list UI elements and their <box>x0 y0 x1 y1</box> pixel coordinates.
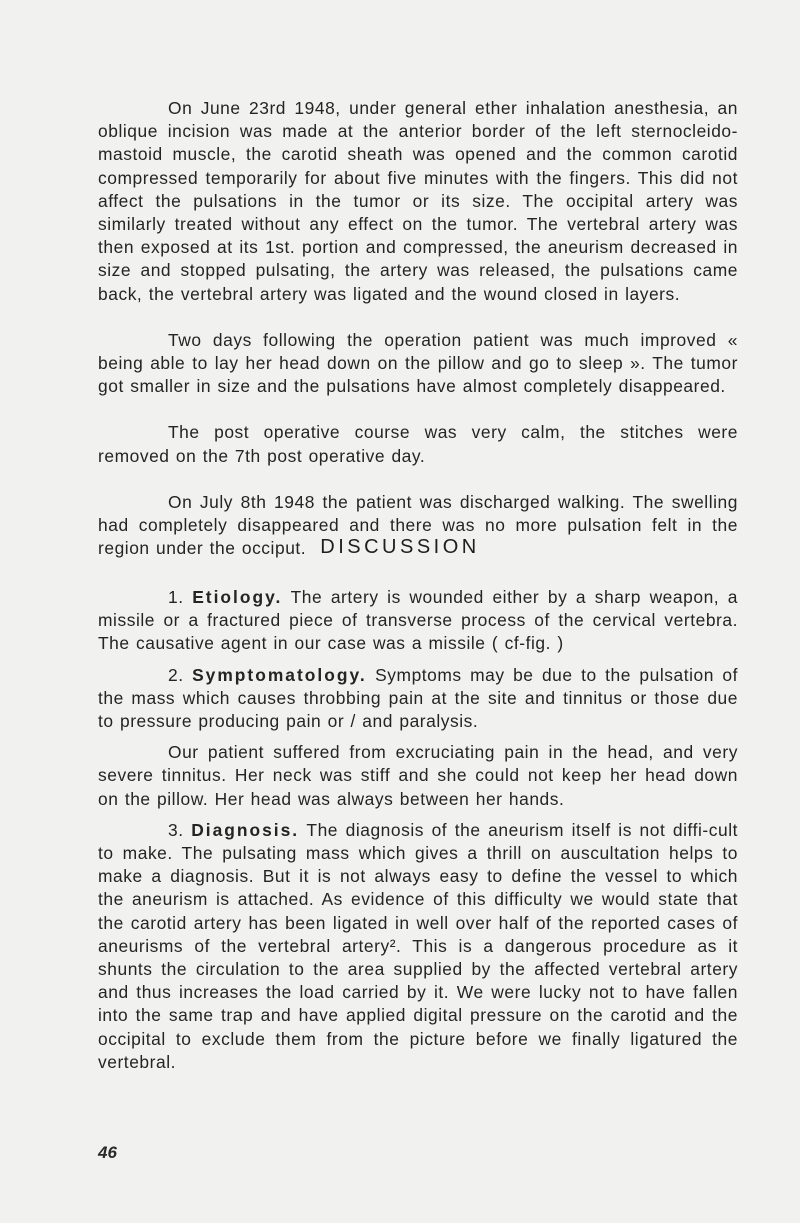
paragraph-symptomatology <box>98 664 738 734</box>
discussion-section <box>98 586 738 1074</box>
paragraph-diagnosis <box>98 819 738 1074</box>
paragraph-course: The post operative course was very calm, the stitches were removed on the 7th post operative day. <box>98 422 738 466</box>
subheading-symptomatology: Symptomatology. <box>192 664 367 685</box>
item-number: 1. <box>168 587 184 607</box>
paragraph-operation: On June 23rd 1948, under general ether inhalation anesthesia, an oblique incision was made at the anterior border of the left sternocleido-mastoid muscle, the carotid sheath was opened and the common carotid compressed temporarily for about five minutes with the fingers. This did not affect the pulsations in the tumor or its size. The occipital artery was similarly treated without any effect on the tumor. The vertebral artery was then exposed at its 1st. portion and compressed, the aneurism decreased in size and stopped pulsating, the artery was released, the pulsations came back, the vertebral artery was ligated and the wound closed in layers. <box>98 98 738 304</box>
diagnosis-text: The diagnosis of the aneurism itself is not diffi-cult to make. The pulsating mass which gives a thrill on auscultation helps to make a diagnosis. But it is not always easy to define the vessel to which the aneurism is attached. As evidence of this difficulty we would state that the carotid artery has been ligated in well over half of the reported cases of aneurisms of the vertebral artery². This is a dangerous procedure as it shunts the circulation to the area supplied by the affected vertebral artery and thus increases the load carried by it. We were lucky not to have fallen into the same trap and have applied digital pressure on the carotid and the occipital to exclude them from the picture before we finally ligatured the vertebral. <box>98 819 738 1072</box>
paragraph-etiology <box>98 586 738 656</box>
operation-section <box>98 97 738 560</box>
etiology-text: The artery is wounded either by a sharp weapon, a missile or a fractured piece of transverse process of the cervical vertebra. The causative agent in our case was a missile ( cf-fig. ) <box>98 587 738 654</box>
symptomatology-text: Symptoms may be due to the pulsation of the mass which causes throbbing pain at the site and tinnitus or those due to pressure producing pain or / and paralysis. <box>98 664 738 732</box>
page-number: 46 <box>98 1143 117 1162</box>
subheading-diagnosis: Diagnosis. <box>191 819 300 840</box>
paragraph-post-op: Two days following the operation patient was much improved « being able to lay her head down on the pillow and go to sleep ». The tumor got smaller in size and the pulsations have almost completely disappeared. <box>98 329 738 397</box>
paragraph-patient-symptoms: Our patient suffered from excruciating pain in the head, and very severe tinnitus. Her neck was stiff and she could not keep her head down on the pillow. Her head was always between her hands. <box>98 742 738 809</box>
subheading-etiology: Etiology. <box>192 587 283 607</box>
item-number: 3. <box>168 819 184 840</box>
section-heading: DISCUSSION <box>320 536 480 558</box>
item-number: 2. <box>168 664 184 685</box>
paragraph-discharge: On July 8th 1948 the patient was discharged walking. The swelling had completely disappeared and there was no more pulsation felt in the region under the occiput. <box>98 491 738 559</box>
